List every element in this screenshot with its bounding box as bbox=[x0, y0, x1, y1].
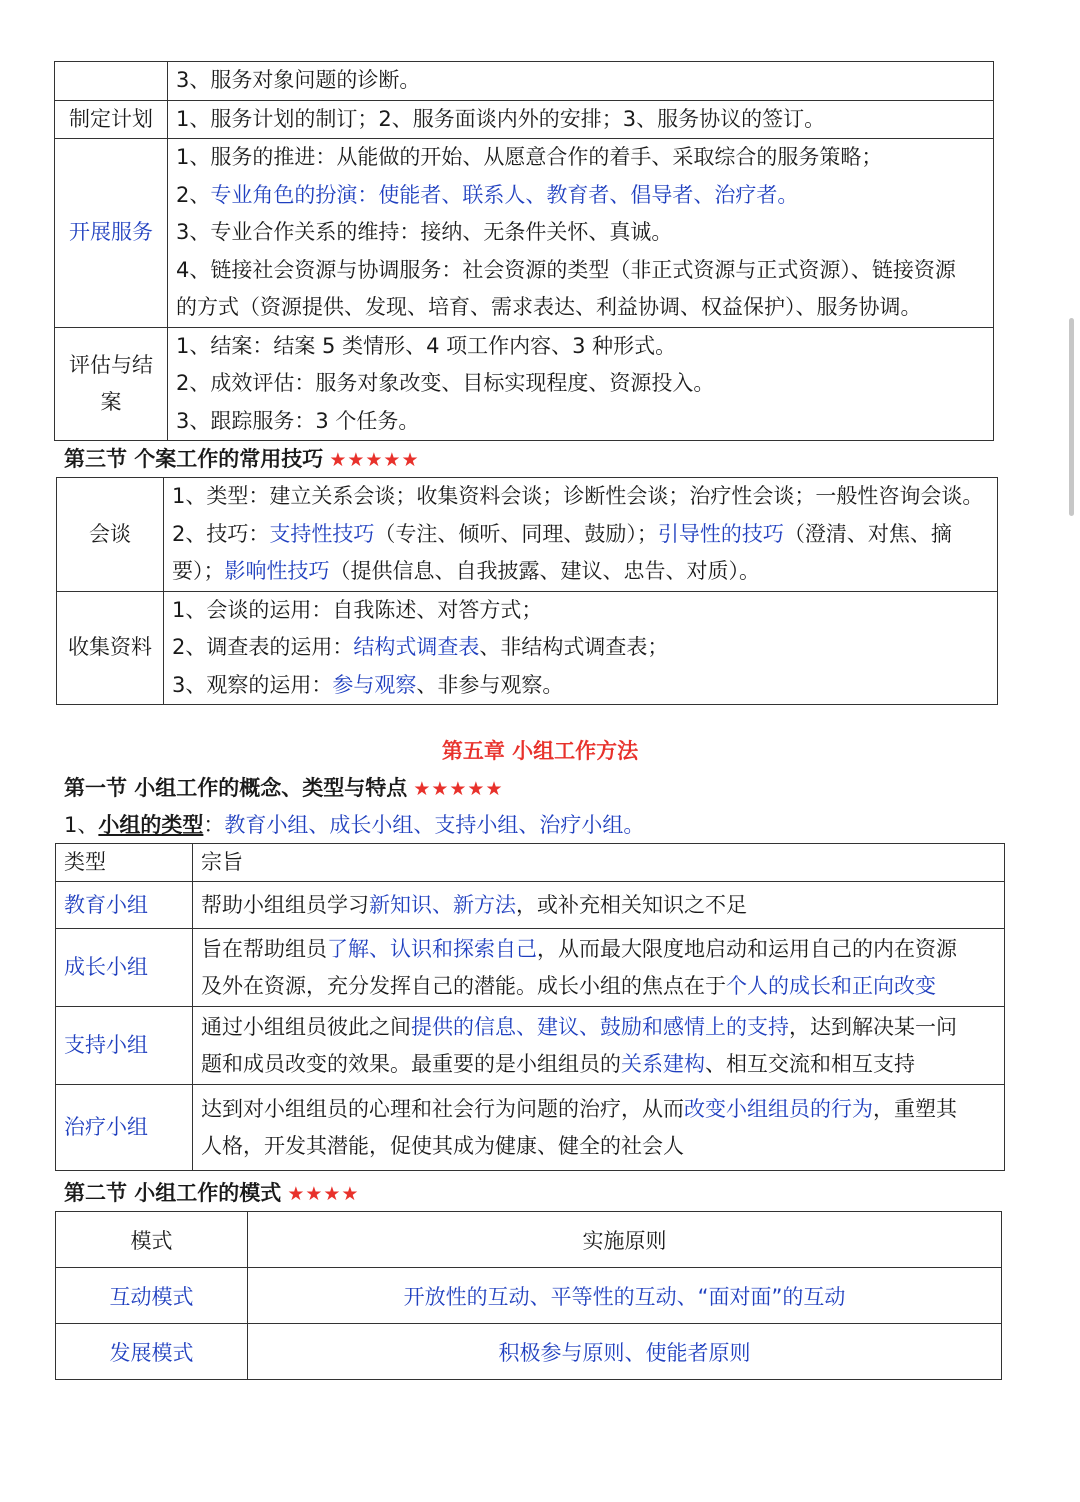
table-row bbox=[56, 1007, 1005, 1085]
row-content: 1、类型：建立关系会谈；收集资料会谈；诊断性会谈；治疗性会谈；一般性咨询会谈。 2、技巧：支持性技巧（专注、倾听、同理、鼓励）；引导性的技巧（澄清、对焦、摘 要）；影响性技巧（提供信息、自我披露、建议、忠告、对质）。 bbox=[164, 478, 998, 592]
process-table bbox=[54, 61, 994, 441]
table-row bbox=[56, 1324, 1002, 1380]
table-row bbox=[56, 882, 1005, 929]
row-label: 会谈 bbox=[57, 478, 164, 592]
group-type: 支持小组 bbox=[56, 1007, 193, 1085]
section3-heading: 第三节 个案工作的常用技巧 ★★★★★ bbox=[64, 447, 420, 471]
row-content: 1、结案：结案 5 类情形、4 项工作内容、3 种形式。 2、成效评估：服务对象改变、目标实现程度、资源投入。 3、跟踪服务：3 个任务。 bbox=[168, 327, 994, 441]
row-label: 制定计划 bbox=[55, 100, 168, 139]
row-label: 收集资料 bbox=[57, 591, 164, 705]
row-content: 1、服务的推进：从能做的开始、从愿意合作的着手、采取综合的服务策略； 2、专业角色的扮演：使能者、联系人、教育者、倡导者、治疗者。 3、专业合作关系的维持：接纳、无条件关怀、真诚。 4、链接社会资源与协调服务：社会资源的类型（非正式资源与正式资源）、链接资源 的方式（资源提供、发现、培育、需求表达、利益协调、权益保护）、服务协调。 bbox=[168, 139, 994, 328]
table-row bbox=[56, 1085, 1005, 1171]
group-purpose: 帮助小组组员学习新知识、新方法，或补充相关知识之不足 bbox=[193, 882, 1005, 929]
table-row bbox=[57, 478, 998, 592]
row-label bbox=[55, 62, 168, 101]
column-header: 类型 bbox=[56, 844, 193, 882]
column-header: 模式 bbox=[56, 1212, 248, 1268]
row-content: 1、服务计划的制订；2、服务面谈内外的安排；3、服务协议的签订。 bbox=[168, 100, 994, 139]
table-header-row bbox=[56, 1212, 1002, 1268]
section2-heading: 第二节 小组工作的模式 ★★★★ bbox=[64, 1181, 360, 1205]
model-principle: 积极参与原则、使能者原则 bbox=[248, 1324, 1002, 1380]
model-name: 互动模式 bbox=[56, 1268, 248, 1324]
column-header: 实施原则 bbox=[248, 1212, 1002, 1268]
table-row bbox=[55, 139, 994, 328]
column-header: 宗旨 bbox=[193, 844, 1005, 882]
table-row bbox=[56, 1268, 1002, 1324]
chapter-title: 第五章 小组工作方法 bbox=[441, 739, 639, 763]
skills-table bbox=[56, 477, 998, 705]
model-principle: 开放性的互动、平等性的互动、“面对面”的互动 bbox=[248, 1268, 1002, 1324]
section1-heading: 第一节 小组工作的概念、类型与特点 ★★★★★ bbox=[64, 776, 504, 800]
rating-stars: ★★★★★ bbox=[329, 449, 420, 471]
row-label: 开展服务 bbox=[55, 139, 168, 328]
table-row bbox=[55, 100, 994, 139]
table-header-row bbox=[56, 844, 1005, 882]
table-row bbox=[55, 327, 994, 441]
group-type: 教育小组 bbox=[56, 882, 193, 929]
table-row bbox=[55, 62, 994, 101]
group-types-table bbox=[55, 843, 1005, 1171]
rating-stars: ★★★★ bbox=[287, 1183, 360, 1205]
group-type: 治疗小组 bbox=[56, 1085, 193, 1171]
group-type: 成长小组 bbox=[56, 929, 193, 1007]
table-row bbox=[57, 591, 998, 705]
models-table bbox=[55, 1211, 1002, 1380]
rating-stars: ★★★★★ bbox=[413, 778, 504, 800]
table-row bbox=[56, 929, 1005, 1007]
scrollbar[interactable] bbox=[1069, 318, 1074, 516]
group-purpose: 达到对小组组员的心理和社会行为问题的治疗，从而改变小组组员的行为，重塑其 人格，开发其潜能，促使其成为健康、健全的社会人 bbox=[193, 1085, 1005, 1171]
row-label: 评估与结案 bbox=[55, 327, 168, 441]
group-purpose: 通过小组组员彼此之间提供的信息、建议、鼓励和感情上的支持，达到解决某一问 题和成员改变的效果。最重要的是小组组员的关系建构、相互交流和相互支持 bbox=[193, 1007, 1005, 1085]
group-types-line: 1、小组的类型：教育小组、成长小组、支持小组、治疗小组。 bbox=[64, 813, 645, 837]
model-name: 发展模式 bbox=[56, 1324, 248, 1380]
row-content: 3、服务对象问题的诊断。 bbox=[168, 62, 994, 101]
group-purpose: 旨在帮助组员了解、认识和探索自己，从而最大限度地启动和运用自己的内在资源 及外在资源，充分发挥自己的潜能。成长小组的焦点在于个人的成长和正向改变 bbox=[193, 929, 1005, 1007]
row-content: 1、会谈的运用：自我陈述、对答方式； 2、调查表的运用：结构式调查表、非结构式调查表； 3、观察的运用：参与观察、非参与观察。 bbox=[164, 591, 998, 705]
